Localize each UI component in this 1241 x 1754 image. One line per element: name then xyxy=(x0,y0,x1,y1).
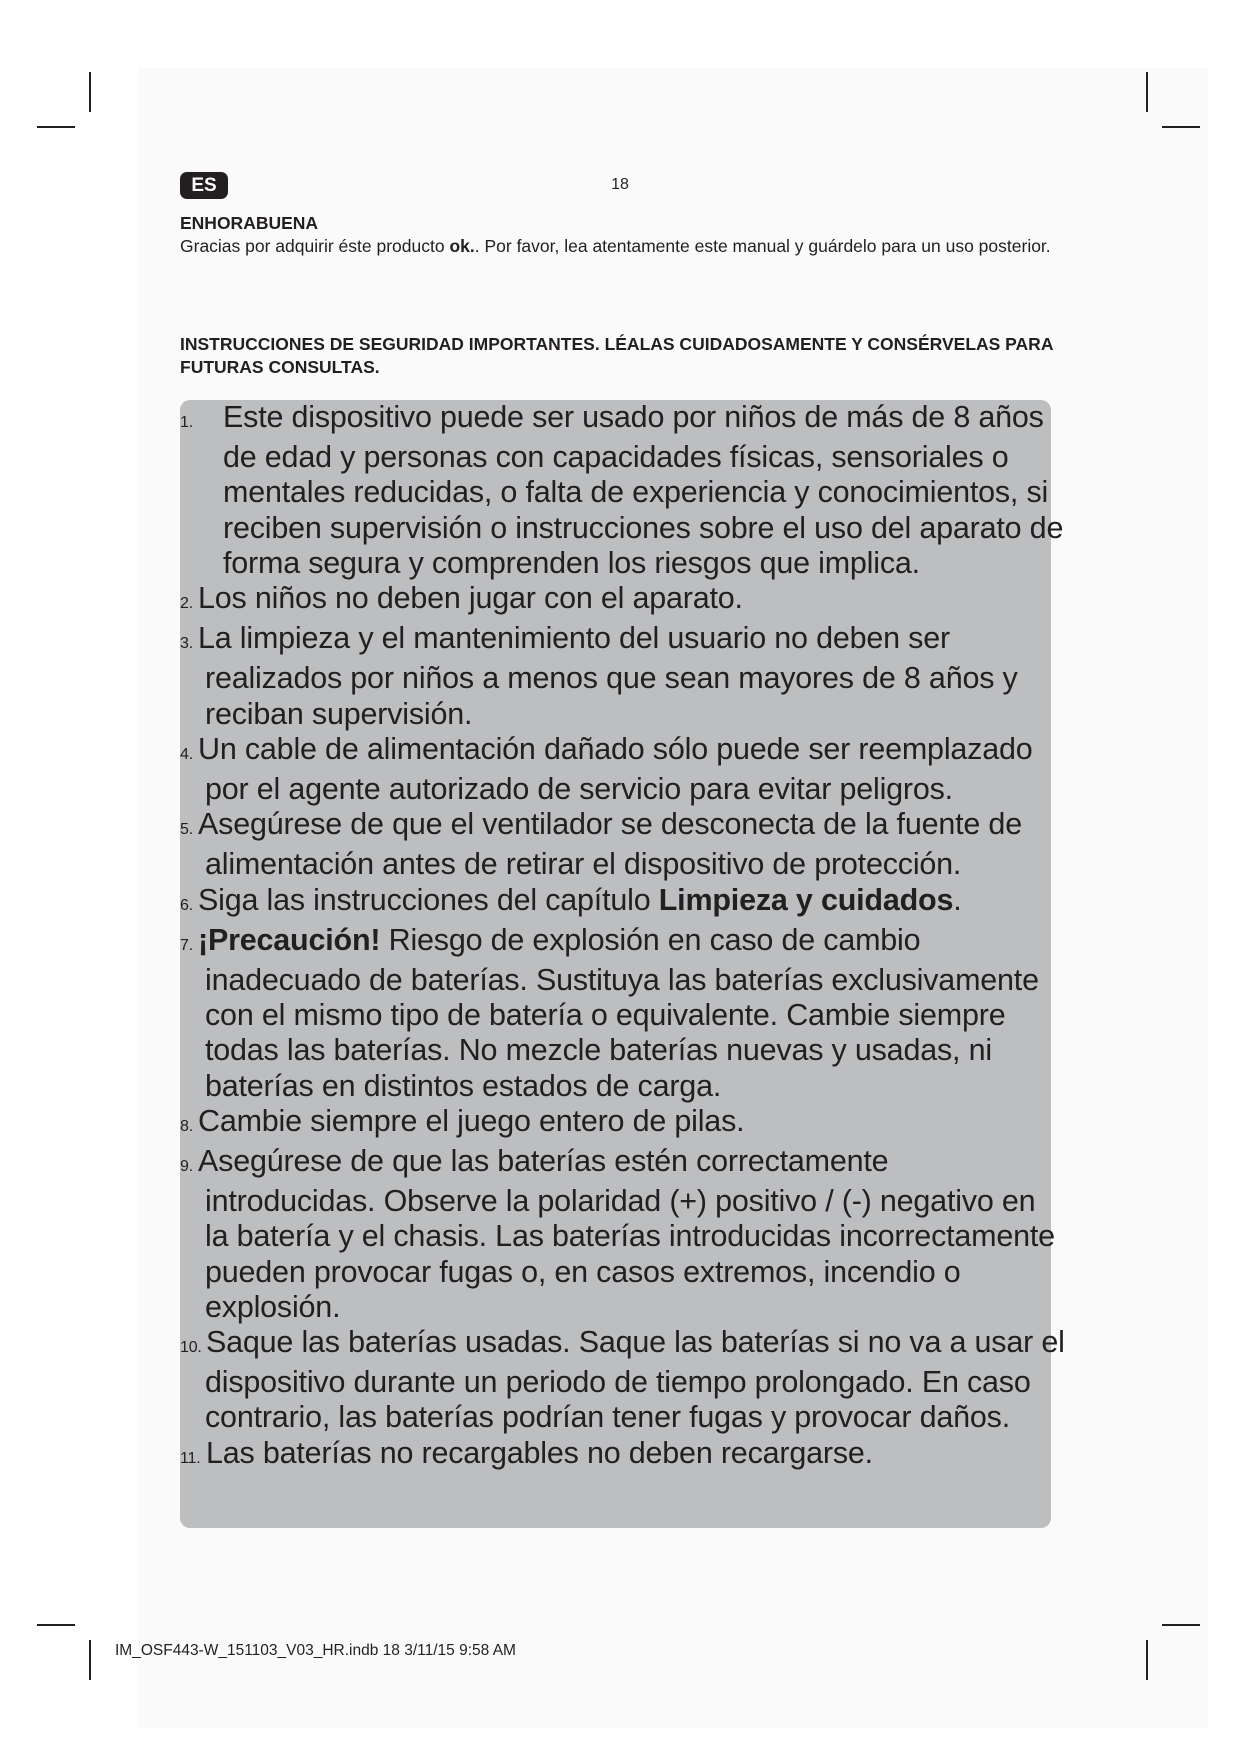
warning-number: 6. xyxy=(180,896,193,914)
warning-item xyxy=(180,732,1065,807)
warning-text: Saque las baterías usadas. Saque las baterías si no va a usar el dispositivo durante un periodo de tiempo prolongado. En caso contrario, las baterías podrían tener fugas y provocar daños. xyxy=(205,1325,1065,1435)
warning-item xyxy=(180,621,1065,732)
warning-item xyxy=(180,1325,1065,1436)
warning-item xyxy=(180,883,1065,923)
warning-number: 7. xyxy=(180,936,193,954)
warning-item xyxy=(180,581,1065,621)
warning-text-after: . xyxy=(953,882,962,917)
caution-label: ¡Precaución! xyxy=(198,922,381,957)
warning-text: Los niños no deben jugar con el aparato. xyxy=(198,581,743,616)
warning-item xyxy=(180,1436,1065,1476)
warning-number: 11. xyxy=(180,1449,201,1467)
page-number: 18 xyxy=(611,176,629,193)
warning-text: Asegúrese de que el ventilador se desconecta de la fuente de alimentación antes de retirar el dispositivo de protección. xyxy=(198,807,1022,882)
warning-number: 10. xyxy=(180,1339,202,1357)
intro-title: ENHORABUENA xyxy=(180,213,319,233)
crop-mark xyxy=(37,126,75,128)
warning-text: Este dispositivo puede ser usado por niños de más de 8 años de edad y personas con capacidades físicas, sensoriales o mentales reducidas, o falta de experiencia y conocimientos, si reciben supervisión o instrucciones sobre el uso del aparato de forma segura y comprenden los riesgos que implica. xyxy=(223,400,1064,580)
crop-mark xyxy=(37,1624,75,1626)
warning-item xyxy=(180,1144,1065,1325)
warning-text: Cambie siempre el juego entero de pilas. xyxy=(198,1103,745,1138)
crop-mark xyxy=(1162,1624,1200,1626)
intro-text-before: Gracias por adquirir éste producto xyxy=(180,236,450,256)
cleaning-chapter-reference: Limpieza y cuidados xyxy=(658,882,954,917)
warning-number: 8. xyxy=(180,1117,193,1135)
warning-number: 3. xyxy=(180,635,193,653)
crop-mark xyxy=(1146,1640,1148,1680)
warning-number: 4. xyxy=(180,745,193,763)
warning-text: La limpieza y el mantenimiento del usuario no deben ser realizados por niños a menos que sean mayores de 8 años y reciban supervisión. xyxy=(198,621,1018,731)
safety-heading: INSTRUCCIONES DE SEGURIDAD IMPORTANTES. LÉALAS CUIDADOSAMENTE Y CONSÉRVELAS PARA FUTURAS CONSULTAS. xyxy=(180,334,1053,377)
warning-text: Asegúrese de que las baterías estén correctamente introducidas. Observe la polaridad (+) positivo / (-) negativo en la batería y el chasis. Las baterías introducidas incorrectamente pueden provocar fugas o, en casos extremos, incendio o explosión. xyxy=(198,1144,1055,1324)
warning-item xyxy=(180,807,1065,882)
safety-warnings-box xyxy=(180,400,1065,1528)
crop-mark xyxy=(1146,72,1148,112)
warning-text-before: Siga las instrucciones del capítulo xyxy=(198,882,659,917)
warning-item xyxy=(180,400,1065,581)
crop-mark xyxy=(1162,126,1200,128)
warning-number: 2. xyxy=(180,595,193,613)
warning-text: Las baterías no recargables no deben recargarse. xyxy=(206,1435,873,1470)
language-badge: ES xyxy=(180,172,228,199)
intro-text xyxy=(180,235,1060,258)
brand-name: ok. xyxy=(449,236,475,256)
intro-text-after: . Por favor, lea atentamente este manual y guárdelo para un uso posterior. xyxy=(474,236,1051,256)
safety-warnings-list xyxy=(180,400,1065,1476)
crop-mark xyxy=(89,1640,91,1680)
print-slug: IM_OSF443-W_151103_V03_HR.indb 18 3/11/15 9:58 AM xyxy=(115,1642,516,1659)
warning-text: Un cable de alimentación dañado sólo puede ser reemplazado por el agente autorizado de servicio para evitar peligros. xyxy=(198,731,1033,807)
warning-item xyxy=(180,923,1065,1104)
warning-number: 9. xyxy=(180,1158,193,1176)
warning-number: 1. xyxy=(180,414,193,431)
crop-mark xyxy=(89,72,91,112)
warning-number: 5. xyxy=(180,821,193,839)
warning-text-after: Riesgo de explosión en caso de cambio inadecuado de baterías. Sustituya las baterías exclusivamente con el mismo tipo de batería o equivalente. Cambie siempre todas las baterías. No mezcle baterías nuevas y usadas, ni baterías en distintos estados de carga. xyxy=(205,922,1039,1103)
warning-item xyxy=(180,1104,1065,1144)
